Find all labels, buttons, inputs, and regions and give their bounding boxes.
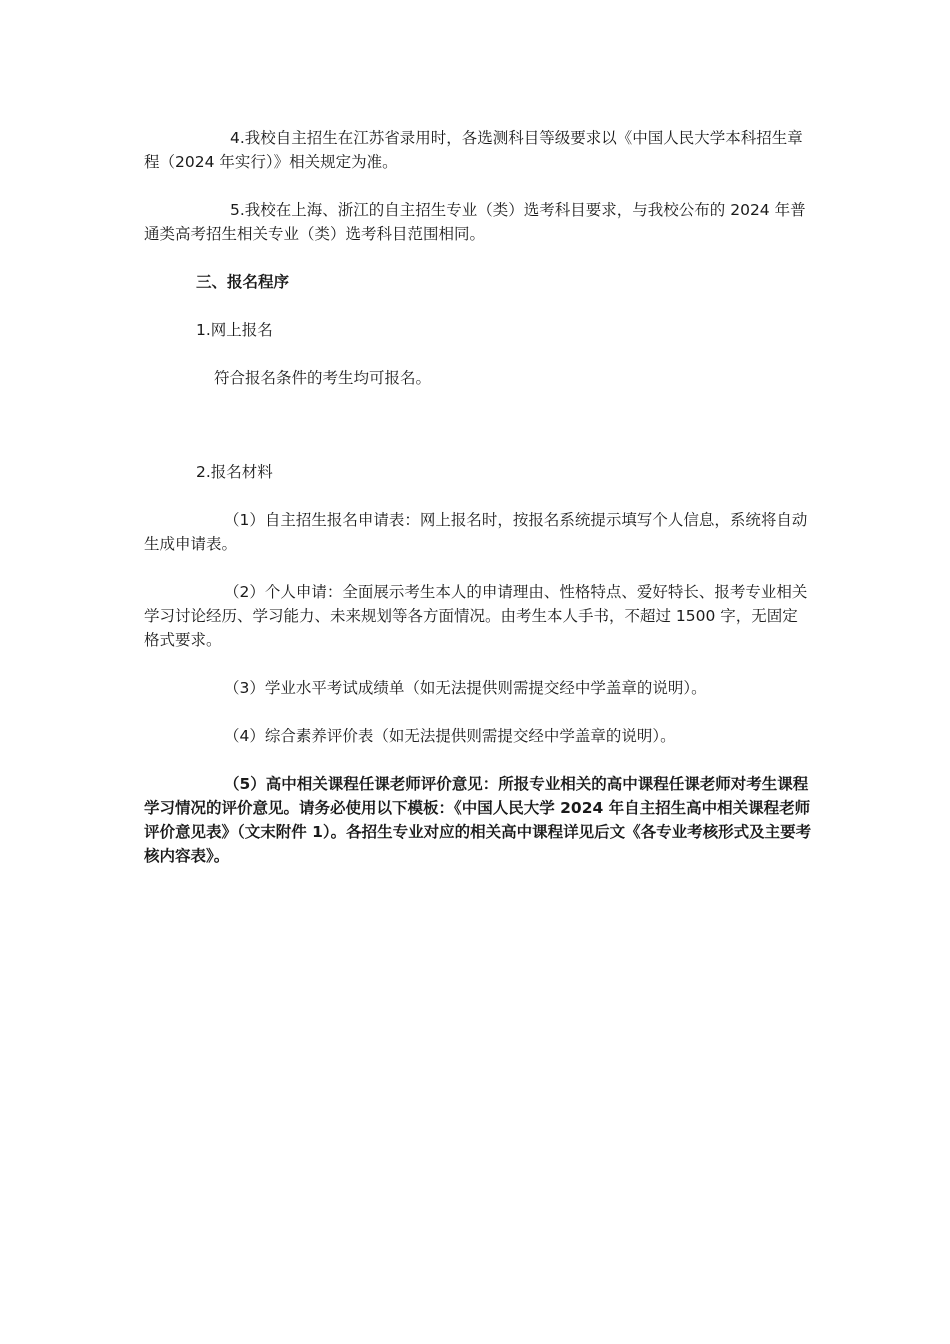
paragraph-eligibility: 符合报名条件的考生均可报名。 xyxy=(214,369,432,387)
subheading-registration-materials: 2.报名材料 xyxy=(196,463,273,481)
paragraph-teacher-evaluation: （5）高中相关课程任课老师评价意见：所报专业相关的高中课程任课老师对考生课程学习情况的评价意见。请务必使用以下模板：《中国人民大学 2024 年自主招生高中相关课程老师评价意见表》（文末附件 1）。各招生专业对应的相关高中课程详见后文《各专业考核形式及主要考核内容表》。 xyxy=(144,775,812,865)
subheading-online-registration: 1.网上报名 xyxy=(196,321,273,339)
section-heading-registration-procedure: 三、报名程序 xyxy=(196,273,290,291)
paragraph-shanghai-zhejiang-requirement: 5.我校在上海、浙江的自主招生专业（类）选考科目要求，与我校公布的 2024 年普通类高考招生相关专业（类）选考科目范围相同。 xyxy=(144,201,806,243)
paragraph-jiangsu-requirement: 4.我校自主招生在江苏省录用时，各选测科目等级要求以《中国人民大学本科招生章程（2024 年实行）》相关规定为准。 xyxy=(144,129,803,171)
paragraph-comprehensive-evaluation: （4）综合素养评价表（如无法提供则需提交经中学盖章的说明）。 xyxy=(224,727,676,745)
paragraph-personal-statement: （2）个人申请：全面展示考生本人的申请理由、性格特点、爱好特长、报考专业相关学习讨论经历、学习能力、未来规划等各方面情况。由考生本人手书，不超过 1500 字，无固定格式要求。 xyxy=(144,583,808,649)
paragraph-academic-transcript: （3）学业水平考试成绩单（如无法提供则需提交经中学盖章的说明）。 xyxy=(224,679,707,697)
paragraph-application-form: （1）自主招生报名申请表：网上报名时，按报名系统提示填写个人信息，系统将自动生成申请表。 xyxy=(144,511,808,553)
